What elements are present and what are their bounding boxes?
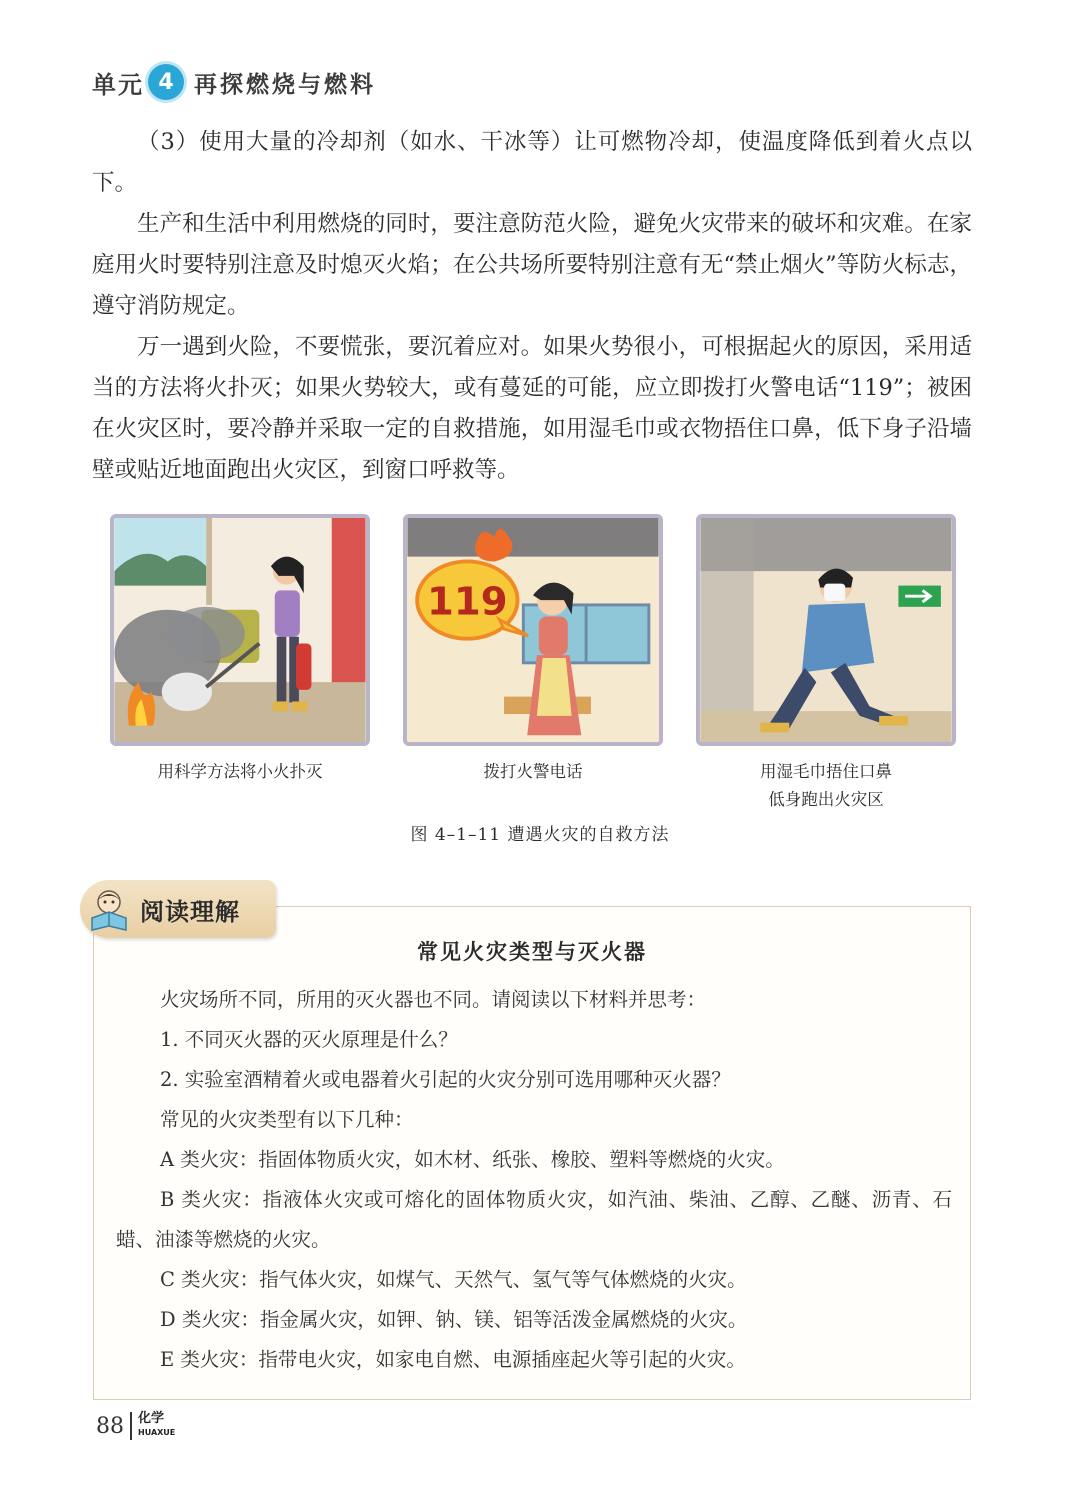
paragraph-cooling: （3）使用大量的冷却剂（如水、干冰等）让可燃物冷却，使温度降低到着火点以下。 bbox=[92, 129, 972, 196]
reading-line: B 类火灾：指液体火灾或可熔化的固体物质火灾，如汽油、柴油、乙醇、乙醚、沥青、石蜡、油漆等燃烧的火灾。 bbox=[116, 1188, 952, 1251]
reading-title: 常见火灾类型与灭火器 bbox=[417, 940, 647, 964]
subject-name-cn: 化学 bbox=[138, 1411, 165, 1426]
figure-caption-3 bbox=[676, 758, 976, 814]
paragraph-fire-prevention: 生产和生活中利用燃烧的同时，要注意防范火险，避免火灾带来的破坏和灾难。在家庭用火时要特别注意及时熄灭火焰；在公共场所要特别注意有无“禁止烟火”等防火标志，遵守消防规定。 bbox=[92, 211, 972, 319]
paragraph-fire-response: 万一遇到火险，不要慌张，要沉着应对。如果火势很小，可根据起火的原因，采用适当的方法将火扑灭；如果火势较大，或有蔓延的可能，应立即拨打火警电话“119”；被困在火灾区时，要冷静并采取一定的自救措施，如用湿毛巾或衣物捂住口鼻，低下身子沿墙壁或贴近地面跑出火灾区，到窗口呼救等。 bbox=[92, 334, 972, 483]
body-paragraph-1 bbox=[92, 122, 972, 204]
reading-line: 2. 实验室酒精着火或电器着火引起的火灾分别可选用哪种灭火器？ bbox=[160, 1068, 731, 1091]
reading-line: 1. 不同灭火器的灭火原理是什么？ bbox=[160, 1028, 458, 1051]
figure-escape-fire bbox=[696, 514, 956, 746]
figure-call-119 bbox=[403, 514, 663, 746]
reading-student-icon bbox=[84, 884, 134, 934]
unit-number-badge: 4 bbox=[148, 64, 184, 100]
subject-name-en: HUAXUE bbox=[138, 1428, 176, 1437]
reading-line: 火灾场所不同，所用的灭火器也不同。请阅读以下材料并思考： bbox=[160, 988, 707, 1011]
call-119-illustration bbox=[407, 518, 659, 742]
figure-caption-3-line-1: 用湿毛巾捂住口鼻 bbox=[760, 762, 892, 781]
figure-caption-2: 拨打火警电话 bbox=[483, 762, 583, 781]
escape-fire-illustration bbox=[700, 518, 952, 742]
reading-line: D 类火灾：指金属火灾，如钾、钠、镁、铝等活泼金属燃烧的火灾。 bbox=[160, 1308, 748, 1331]
unit-title: 再探燃烧与燃料 bbox=[194, 71, 376, 98]
extinguish-fire-illustration bbox=[114, 518, 366, 742]
unit-word: 单元 bbox=[92, 70, 144, 99]
figure-caption-1: 用科学方法将小火扑灭 bbox=[157, 762, 323, 781]
footer-divider bbox=[130, 1412, 132, 1440]
reading-line: C 类火灾：指气体火灾，如煤气、天然气、氢气等气体燃烧的火灾。 bbox=[160, 1268, 747, 1291]
unit-header bbox=[92, 62, 376, 102]
body-paragraph-2 bbox=[92, 204, 972, 327]
figure-extinguish-fire bbox=[110, 514, 370, 746]
figure-title: 图 4–1–11 遭遇火灾的自救方法 bbox=[410, 825, 670, 845]
body-paragraph-3 bbox=[92, 327, 972, 491]
page-footer bbox=[96, 1406, 175, 1446]
reading-content bbox=[116, 980, 952, 1380]
reading-tab-label: 阅读理解 bbox=[140, 897, 240, 926]
subject-label bbox=[138, 1412, 175, 1440]
reading-line: 常见的火灾类型有以下几种： bbox=[160, 1108, 414, 1131]
reading-line: E 类火灾：指带电火灾，如家电自燃、电源插座起火等引起的火灾。 bbox=[160, 1348, 746, 1371]
page-number: 88 bbox=[96, 1413, 124, 1439]
figure-caption-3-line-2: 低身跑出火灾区 bbox=[768, 790, 884, 809]
reading-line: A 类火灾：指固体物质火灾，如木材、纸张、橡胶、塑料等燃烧的火灾。 bbox=[160, 1148, 785, 1171]
reading-tab bbox=[80, 880, 276, 938]
phone-number-label: 119 bbox=[427, 579, 508, 625]
